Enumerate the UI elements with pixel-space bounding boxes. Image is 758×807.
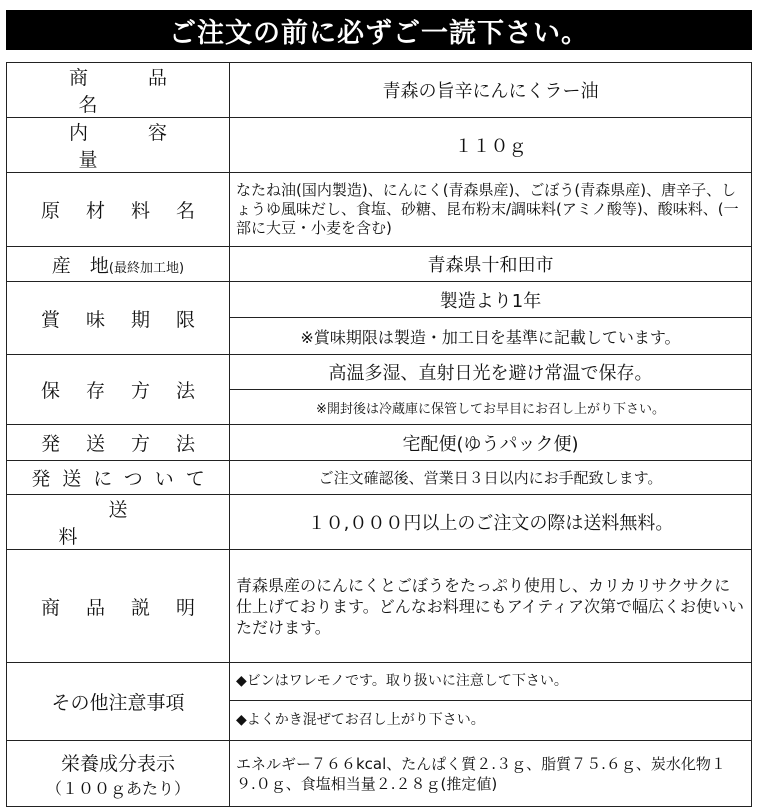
value-description: 青森県産のにんにくとごぼうをたっぷり使用し、カリカリサクサクに仕上げております。どんなお料理にもアイティア次第で幅広くお使いいただけます。 xyxy=(230,550,752,663)
row-product-name xyxy=(7,63,752,118)
value-shipping-fee: １０,０００円以上のご注文の際は送料無料。 xyxy=(230,495,752,550)
value-nutrition: エネルギー７６６kcal、たんぱく質２.３ｇ、脂質７５.６ｇ、炭水化物１９.０ｇ、食塩相当量２.２８ｇ(推定値) xyxy=(230,741,752,807)
label-origin: 産 地(最終加工地) xyxy=(7,247,230,282)
value-ingredients: なたね油(国内製造)、にんにく(青森県産)、ごぼう(青森県産)、唐辛子、しょうゆ風味だし、食塩、砂糖、昆布粉末/調味料(アミノ酸等)、酸味料、(一部に大豆・小麦を含む) xyxy=(230,173,752,247)
row-volume xyxy=(7,118,752,173)
row-notes-1 xyxy=(7,663,752,701)
row-shipping-about xyxy=(7,461,752,495)
label-description: 商品説明 xyxy=(7,550,230,663)
row-origin xyxy=(7,247,752,282)
label-product-name: 商品名 xyxy=(7,63,230,118)
value-shipping-about: ご注文確認後、営業日３日以内にお手配致します。 xyxy=(230,461,752,495)
notes-item-1: ◆ビンはワレモノです。取り扱いに注意して下さい。 xyxy=(230,663,752,701)
label-best-before: 賞味期限 xyxy=(7,282,230,355)
label-storage: 保存方法 xyxy=(7,355,230,425)
notice-banner xyxy=(6,10,752,50)
row-shipping-method xyxy=(7,425,752,461)
product-info-table xyxy=(6,62,752,807)
note-storage: ※開封後は冷蔵庫に保管してお早目にお召し上がり下さい。 xyxy=(230,390,752,425)
label-shipping-fee: 送料 xyxy=(7,495,230,550)
value-origin: 青森県十和田市 xyxy=(230,247,752,282)
row-nutrition xyxy=(7,741,752,807)
value-shipping-method: 宅配便(ゆうパック便) xyxy=(230,425,752,461)
label-shipping-about: 発送について xyxy=(7,461,230,495)
label-shipping-method: 発送方法 xyxy=(7,425,230,461)
notes-item-2: ◆よくかき混ぜてお召し上がり下さい。 xyxy=(230,701,752,741)
value-product-name: 青森の旨辛にんにくラー油 xyxy=(230,63,752,118)
value-storage: 高温多湿、直射日光を避け常温で保存。 xyxy=(230,355,752,390)
row-ingredients xyxy=(7,173,752,247)
row-description xyxy=(7,550,752,663)
label-volume: 内容量 xyxy=(7,118,230,173)
label-notes: その他注意事項 xyxy=(7,663,230,741)
label-ingredients: 原材料名 xyxy=(7,173,230,247)
note-best-before: ※賞味期限は製造・加工日を基準に記載しています。 xyxy=(230,318,752,355)
notice-banner-text: ご注文の前に必ずご一読下さい。 xyxy=(169,17,589,49)
row-best-before xyxy=(7,282,752,318)
row-storage xyxy=(7,355,752,390)
value-volume: １１０ｇ xyxy=(230,118,752,173)
value-best-before: 製造より1年 xyxy=(230,282,752,318)
label-nutrition: 栄養成分表示 （１００ｇあたり） xyxy=(7,741,230,807)
row-shipping-fee xyxy=(7,495,752,550)
